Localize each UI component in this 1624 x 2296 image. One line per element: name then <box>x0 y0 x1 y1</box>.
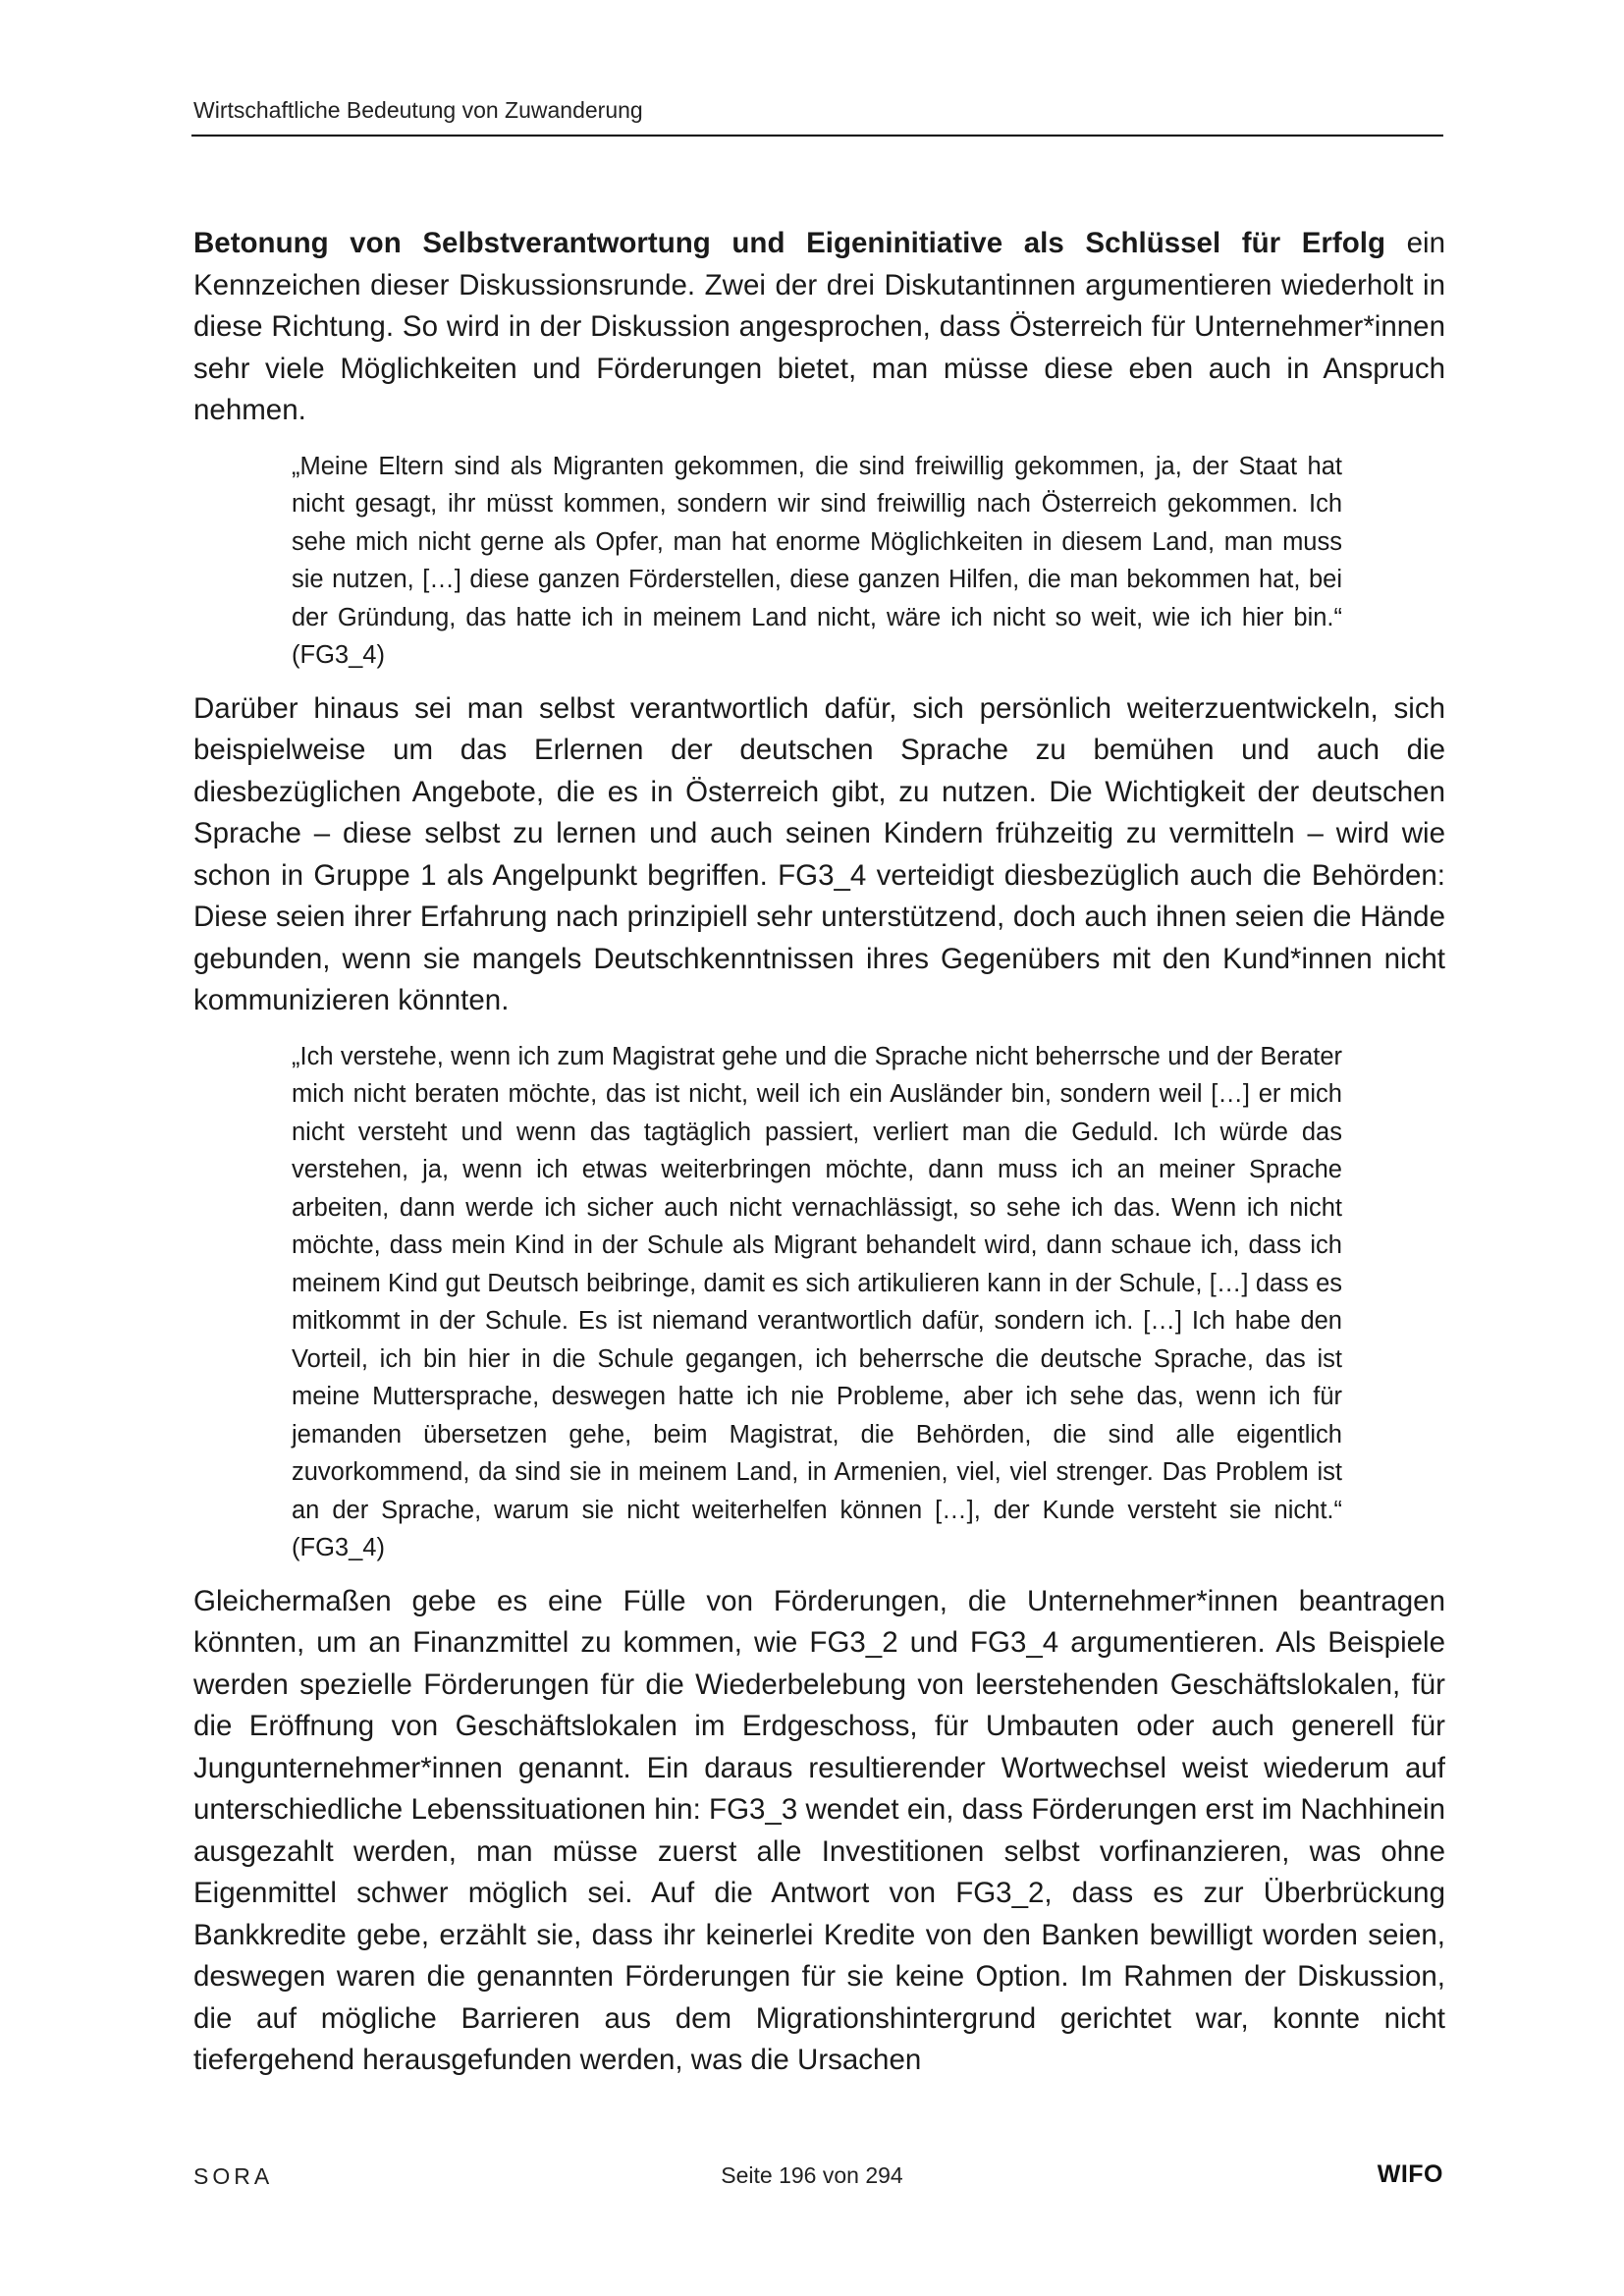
quote-2: „Ich verstehe, wenn ich zum Magistrat gehe und die Sprache nicht beherrsche und der Berater mich nicht beraten möchte, das ist nicht, weil ich ein Ausländer bin, sondern weil […] er mich nicht versteht und wenn das tagtäglich passiert, verliert man die Geduld. Ich würde das verstehen, ja, wenn ich etwas weiterbringen möchte, dann muss ich an meiner Sprache arbeiten, dann werde ich sicher auch nicht vernachlässigt, so sehe ich das. Wenn ich nicht möchte, dass mein Kind in der Schule als Migrant behandelt wird, dann schaue ich, dass ich meinem Kind gut Deutsch beibringe, damit es sich artikulieren kann in der Schule, […] dass es mitkommt in der Schule. Es ist niemand verantwortlich dafür, sondern ich. […] Ich habe den Vorteil, ich bin hier in die Schule gegangen, ich beherrsche die deutsche Sprache, das ist meine Muttersprache, deswegen hatte ich nie Probleme, aber ich sehe das, wenn ich für jemanden übersetzen gehe, beim Magistrat, die Behörden, die sind alle eigentlich zuvorkommend, da sind sie in meinem Land, in Armenien, viel, viel strenger. Das Problem ist an der Sprache, warum sie nicht weiterhelfen können […], der Kunde versteht sie nicht.“ (FG3_4) <box>292 1042 1342 1561</box>
wifo-logo: WIFO <box>1377 2160 1443 2188</box>
quote-1: „Meine Eltern sind als Migranten gekommen, die sind freiwillig gekommen, ja, der Staat hat nicht gesagt, ihr müsst kommen, sondern wir sind freiwillig nach Österreich gekommen. Ich sehe mich nicht gerne als Opfer, man hat enorme Möglichkeiten in diesem Land, man muss sie nutzen, […] diese ganzen Förderstellen, diese ganzen Hilfen, die man bekommen hat, bei der Gründung, das hatte ich in meinem Land nicht, wäre ich nicht so weit, wie ich hier bin.“ (FG3_4) <box>292 452 1342 669</box>
paragraph-1 <box>193 223 1445 432</box>
paragraph-1-text: ein Kennzeichen dieser Diskussionsrunde. Zwei der drei Diskutantinnen argumentieren wiederholt in diese Richtung. So wird in der Diskussion angesprochen, dass Österreich für Unternehmer*innen sehr viele Möglichkeiten und Förderungen bietet, man müsse diese eben auch in Anspruch nehmen. <box>193 227 1445 426</box>
sora-logo: SORA <box>193 2163 274 2189</box>
paragraph-3: Gleichermaßen gebe es eine Fülle von Förderungen, die Unternehmer*innen beantragen könnten, um an Finanzmittel zu kommen, wie FG3_2 und FG3_4 argumentieren. Als Beispiele werden spezielle Förderungen für die Wiederbelebung von leerstehenden Geschäftslokalen, für die Eröffnung von Geschäftslokalen im Erdgeschoss, für Umbauten oder auch generell für Jungunternehmer*innen genannt. Ein daraus resultierender Wortwechsel weist wiederum auf unterschiedliche Lebenssituationen hin: FG3_3 wendet ein, dass Förderungen erst im Nachhinein ausgezahlt werden, man müsse zuerst alle Investitionen selbst vorfinanzieren, was ohne Eigenmittel schwer möglich sei. Auf die Antwort von FG3_2, dass es zur Überbrückung Bankkredite gebe, erzählt sie, dass ihr keinerlei Kredite von den Banken bewilligt worden seien, deswegen waren die genannten Förderungen für sie keine Option. Im Rahmen der Diskussion, die auf mögliche Barrieren aus dem Migrationshintergrund gerichtet war, konnte nicht tiefergehend herausgefunden werden, was die Ursachen <box>193 1584 1445 2076</box>
paragraph-1-bold-lead: Betonung von Selbstverantwortung und Eigeninitiative als Schlüssel für Erfolg <box>193 227 1385 259</box>
page-body <box>193 223 1445 2082</box>
header-divider <box>191 135 1443 137</box>
running-header: Wirtschaftliche Bedeutung von Zuwanderung <box>193 97 643 123</box>
page-number: Seite 196 von 294 <box>721 2162 903 2188</box>
paragraph-2: Darüber hinaus sei man selbst verantwortlich dafür, sich persönlich weiterzuentwickeln, sich beispielweise um das Erlernen der deutschen Sprache zu bemühen und auch die diesbezüglichen Angebote, die es in Österreich gibt, zu nutzen. Die Wichtigkeit der deutschen Sprache – diese selbst zu lernen und auch seinen Kindern frühzeitig zu vermitteln – wird wie schon in Gruppe 1 als Angelpunkt begriffen. FG3_4 verteidigt diesbezüglich auch die Behörden: Diese seien ihrer Erfahrung nach prinzipiell sehr unterstützend, doch auch ihnen seien die Hände gebunden, wenn sie mangels Deutschkenntnissen ihres Gegenübers mit den Kund*innen nicht kommunizieren könnten. <box>193 691 1445 1016</box>
